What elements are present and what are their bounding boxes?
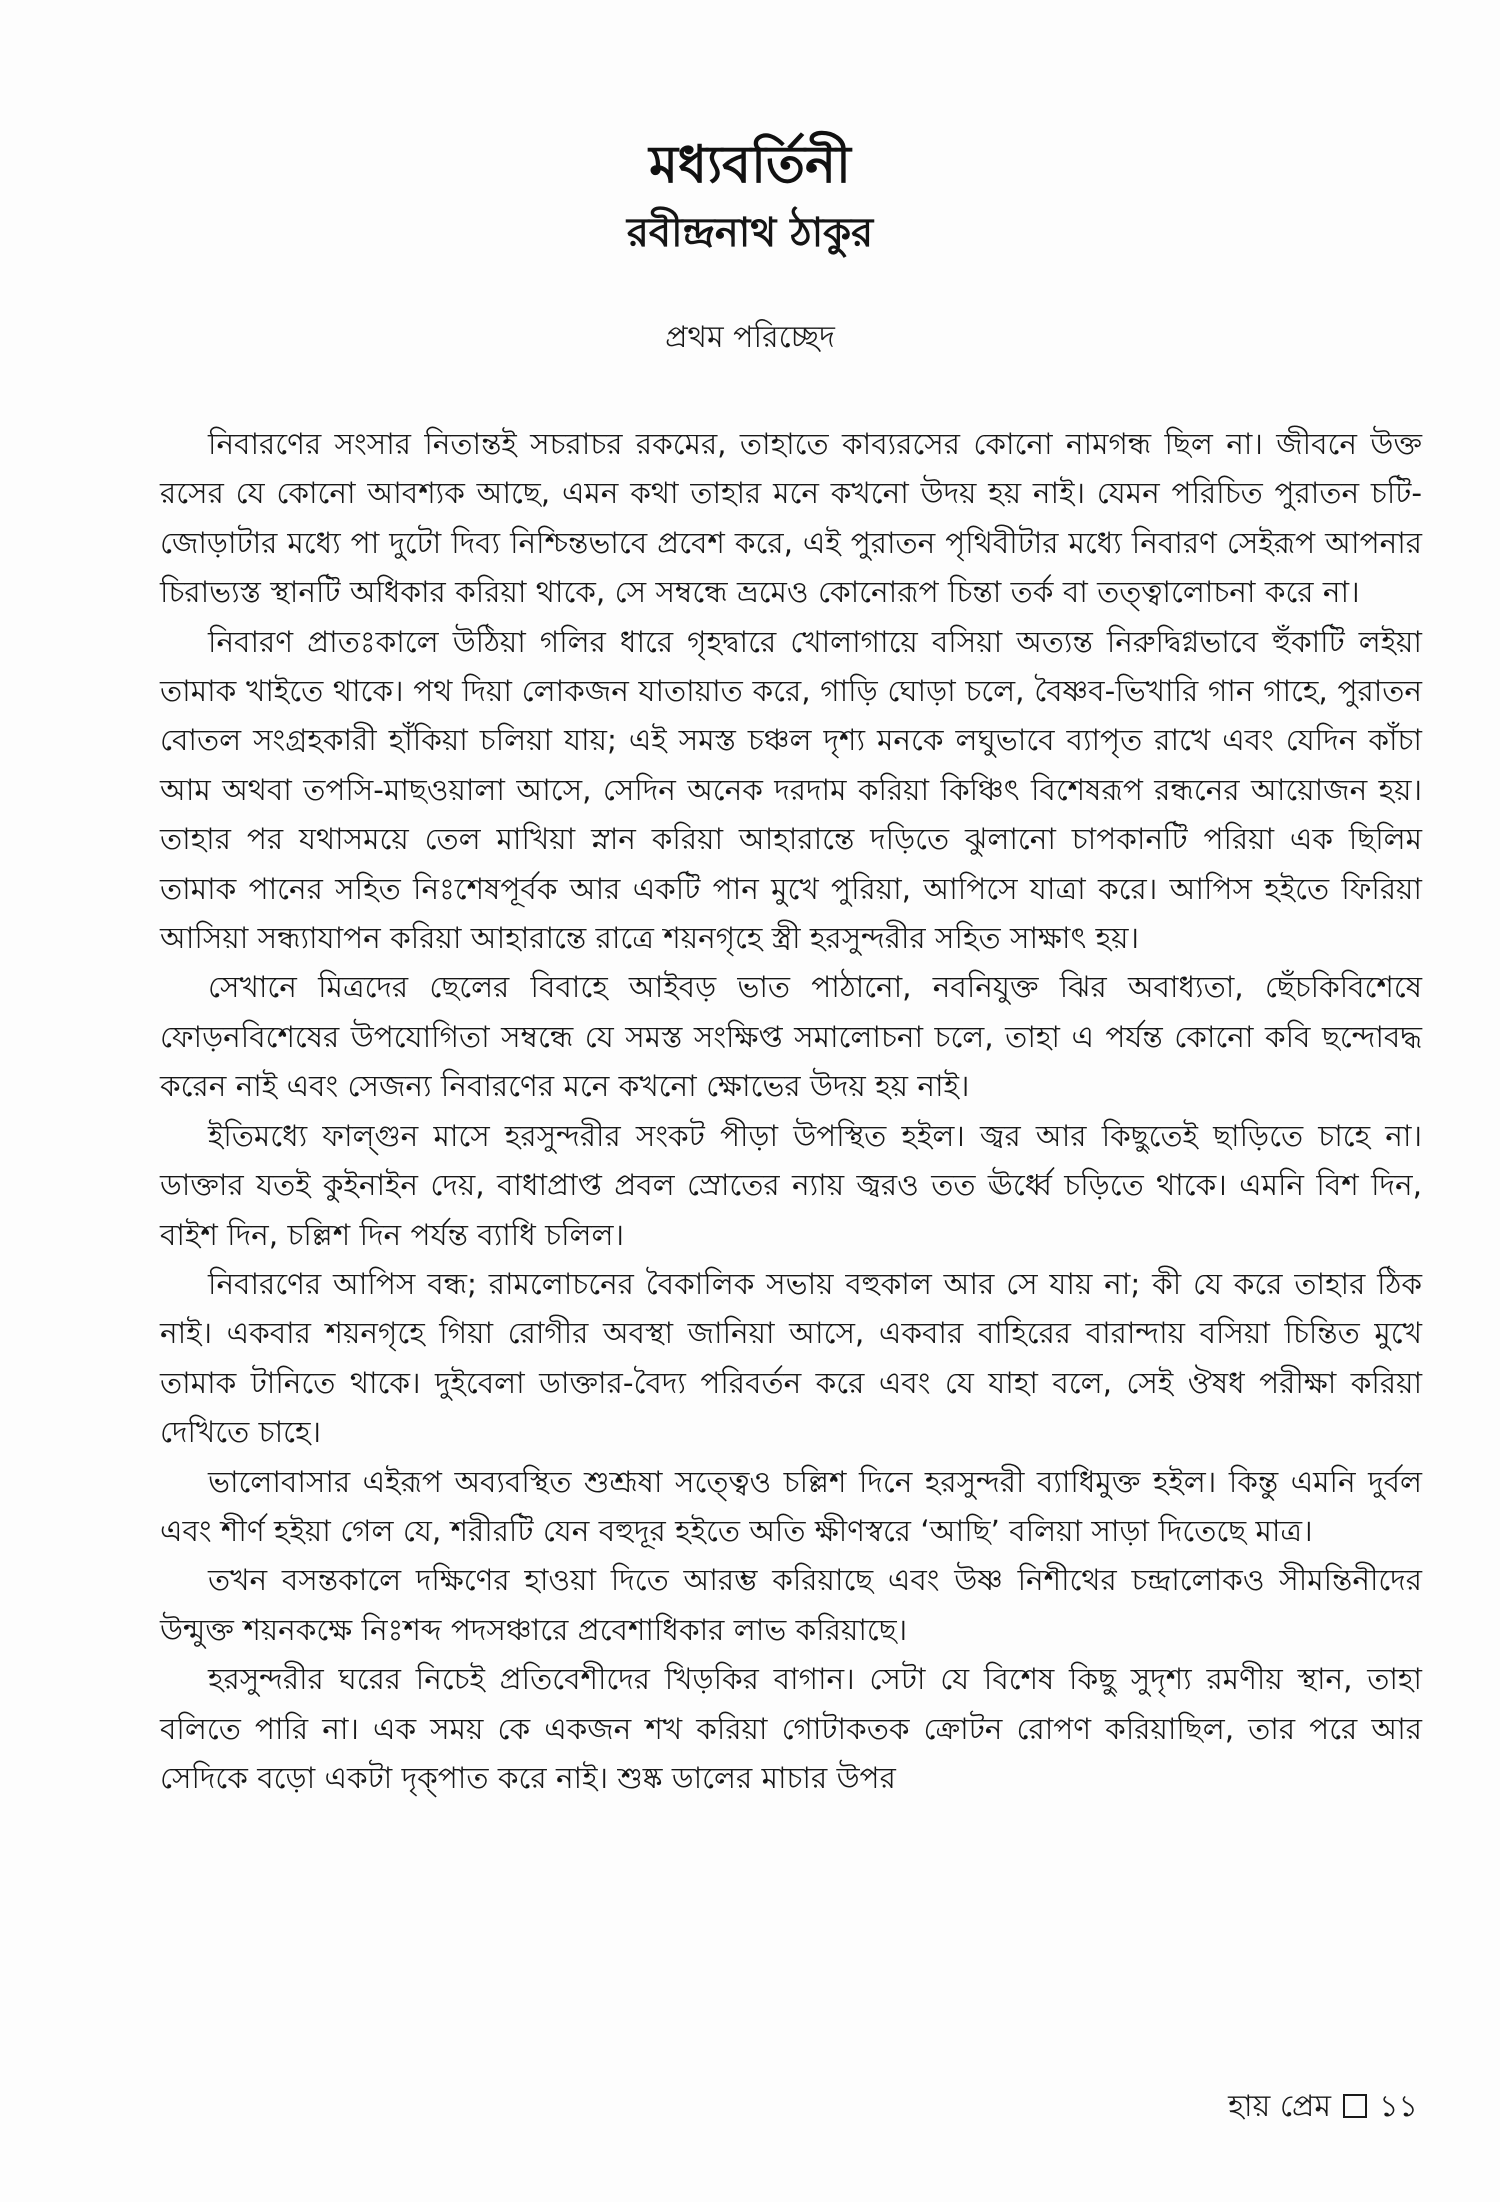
square-box-icon: [1343, 2094, 1367, 2118]
story-title: মধ্যবর্তিনী: [649, 135, 851, 195]
page-number: ১১: [1379, 2089, 1418, 2124]
chapter-heading: প্রথম পরিচ্ছেদ: [665, 320, 835, 355]
paragraph: নিবারণের আপিস বন্ধ; রামলোচনের বৈকালিক সভায় বহুকাল আর সে যায় না; কী যে করে তাহার ঠিক নাই। একবার শয়নগৃহে গিয়া রোগীর অবস্থা জানিয়া আসে, একবার বাহিরের বারান্দায় বসিয়া চিন্তিত মুখে তামাক টানিতে থাকে। দুইবেলা ডাক্তার-বৈদ্য পরিবর্তন করে এবং যে যাহা বলে, সেই ঔষধ পরীক্ষা করিয়া দেখিতে চাহে।: [160, 1266, 1422, 1450]
paragraph: নিবারণের সংসার নিতান্তই সচরাচর রকমের, তাহাতে কাব্যরসের কোনো নামগন্ধ ছিল না। জীবনে উক্ত রসের যে কোনো আবশ্যক আছে, এমন কথা তাহার মনে কখনো উদয় হয় নাই। যেমন পরিচিত পুরাতন চটি-জোড়াটার মধ্যে পা দুটো দিব্য নিশ্চিন্তভাবে প্রবেশ করে, এই পুরাতন পৃথিবীটার মধ্যে নিবারণ সেইরূপ আপনার চিরাভ্যস্ত স্থানটি অধিকার করিয়া থাকে, সে সম্বন্ধে ভ্রমেও কোনোরূপ চিন্তা তর্ক বা তত্ত্বালোচনা করে না।: [160, 427, 1422, 610]
paragraph: তখন বসন্তকালে দক্ষিণের হাওয়া দিতে আরম্ভ করিয়াছে এবং উষ্ণ নিশীথের চন্দ্রালোকও সীমন্তিনীদের উন্মুক্ত শয়নকক্ষে নিঃশব্দ পদসঞ্চারে প্রবেশাধিকার লাভ করিয়াছে।: [160, 1563, 1422, 1647]
paragraph: হরসুন্দরীর ঘরের নিচেই প্রতিবেশীদের খিড়কির বাগান। সেটা যে বিশেষ কিছু সুদৃশ্য রমণীয় স্থান, তাহা বলিতে পারি না। এক সময় কে একজন শখ করিয়া গোটাকতক ক্রোটন রোপণ করিয়াছিল, তার পরে আর সেদিকে বড়ো একটা দৃক্‌পাত করে নাই। শুষ্ক ডালের মাচার উপর: [160, 1662, 1422, 1795]
paragraph: নিবারণ প্রাতঃকালে উঠিয়া গলির ধারে গৃহদ্বারে খোলাগায়ে বসিয়া অত্যন্ত নিরুদ্বিগ্নভাবে হুঁকাটি লইয়া তামাক খাইতে থাকে। পথ দিয়া লোকজন যাতায়াত করে, গাড়ি ঘোড়া চলে, বৈষ্ণব-ভিখারি গান গাহে, পুরাতন বোতল সংগ্রহকারী হাঁকিয়া চলিয়া যায়; এই সমস্ত চঞ্চল দৃশ্য মনকে লঘুভাবে ব্যাপৃত রাখে এবং যেদিন কাঁচা আম অথবা তপসি-মাছওয়ালা আসে, সেদিন অনেক দরদাম করিয়া কিঞ্চিৎ বিশেষরূপ রন্ধনের আয়োজন হয়। তাহার পর যথাসময়ে তেল মাখিয়া স্নান করিয়া আহারান্তে দড়িতে ঝুলানো চাপকানটি পরিয়া এক ছিলিম তামাক পানের সহিত নিঃশেষপূর্বক আর একটি পান মুখে পুরিয়া, আপিসে যাত্রা করে। আপিস হইতে ফিরিয়া আসিয়া সন্ধ্যাযাপন করিয়া আহারান্তে রাত্রে শয়নগৃহে স্ত্রী হরসুন্দরীর সহিত সাক্ষাৎ হয়।: [160, 624, 1422, 956]
author-name: রবীন্দ্রনাথ ঠাকুর: [626, 210, 874, 256]
paragraph: ভালোবাসার এইরূপ অব্যবস্থিত শুশ্রূষা সত্ত্বেও চল্লিশ দিনে হরসুন্দরী ব্যাধিমুক্ত হইল। কিন্তু এমনি দুর্বল এবং শীর্ণ হইয়া গেল যে, শরীরটি যেন বহুদূর হইতে অতি ক্ষীণস্বরে ‘আছি’ বলিয়া সাড়া দিতেছে মাত্র।: [160, 1464, 1422, 1548]
page-footer: [1228, 2085, 1418, 2129]
story-body: [160, 420, 1422, 1803]
paragraph: ইতিমধ্যে ফাল্গুন মাসে হরসুন্দরীর সংকট পীড়া উপস্থিত হইল। জ্বর আর কিছুতেই ছাড়িতে চাহে না। ডাক্তার যতই কুইনাইন দেয়, বাধাপ্রাপ্ত প্রবল স্রোতের ন্যায় জ্বরও তত ঊর্ধ্বে চড়িতে থাকে। এমনি বিশ দিন, বাইশ দিন, চল্লিশ দিন পর্যন্ত ব্যাধি চলিল।: [160, 1118, 1422, 1252]
paragraph: সেখানে মিত্রদের ছেলের বিবাহে আইবড় ভাত পাঠানো, নবনিযুক্ত ঝির অবাধ্যতা, ছেঁচকিবিশেষে ফোড়নবিশেষের উপযোগিতা সম্বন্ধে যে সমস্ত সংক্ষিপ্ত সমালোচনা চলে, তাহা এ পর্যন্ত কোনো কবি ছন্দোবদ্ধ করেন নাই এবং সেজন্য নিবারণের মনে কখনো ক্ষোভের উদয় হয় নাই।: [160, 970, 1422, 1104]
book-title: হায় প্রেম: [1228, 2089, 1332, 2124]
